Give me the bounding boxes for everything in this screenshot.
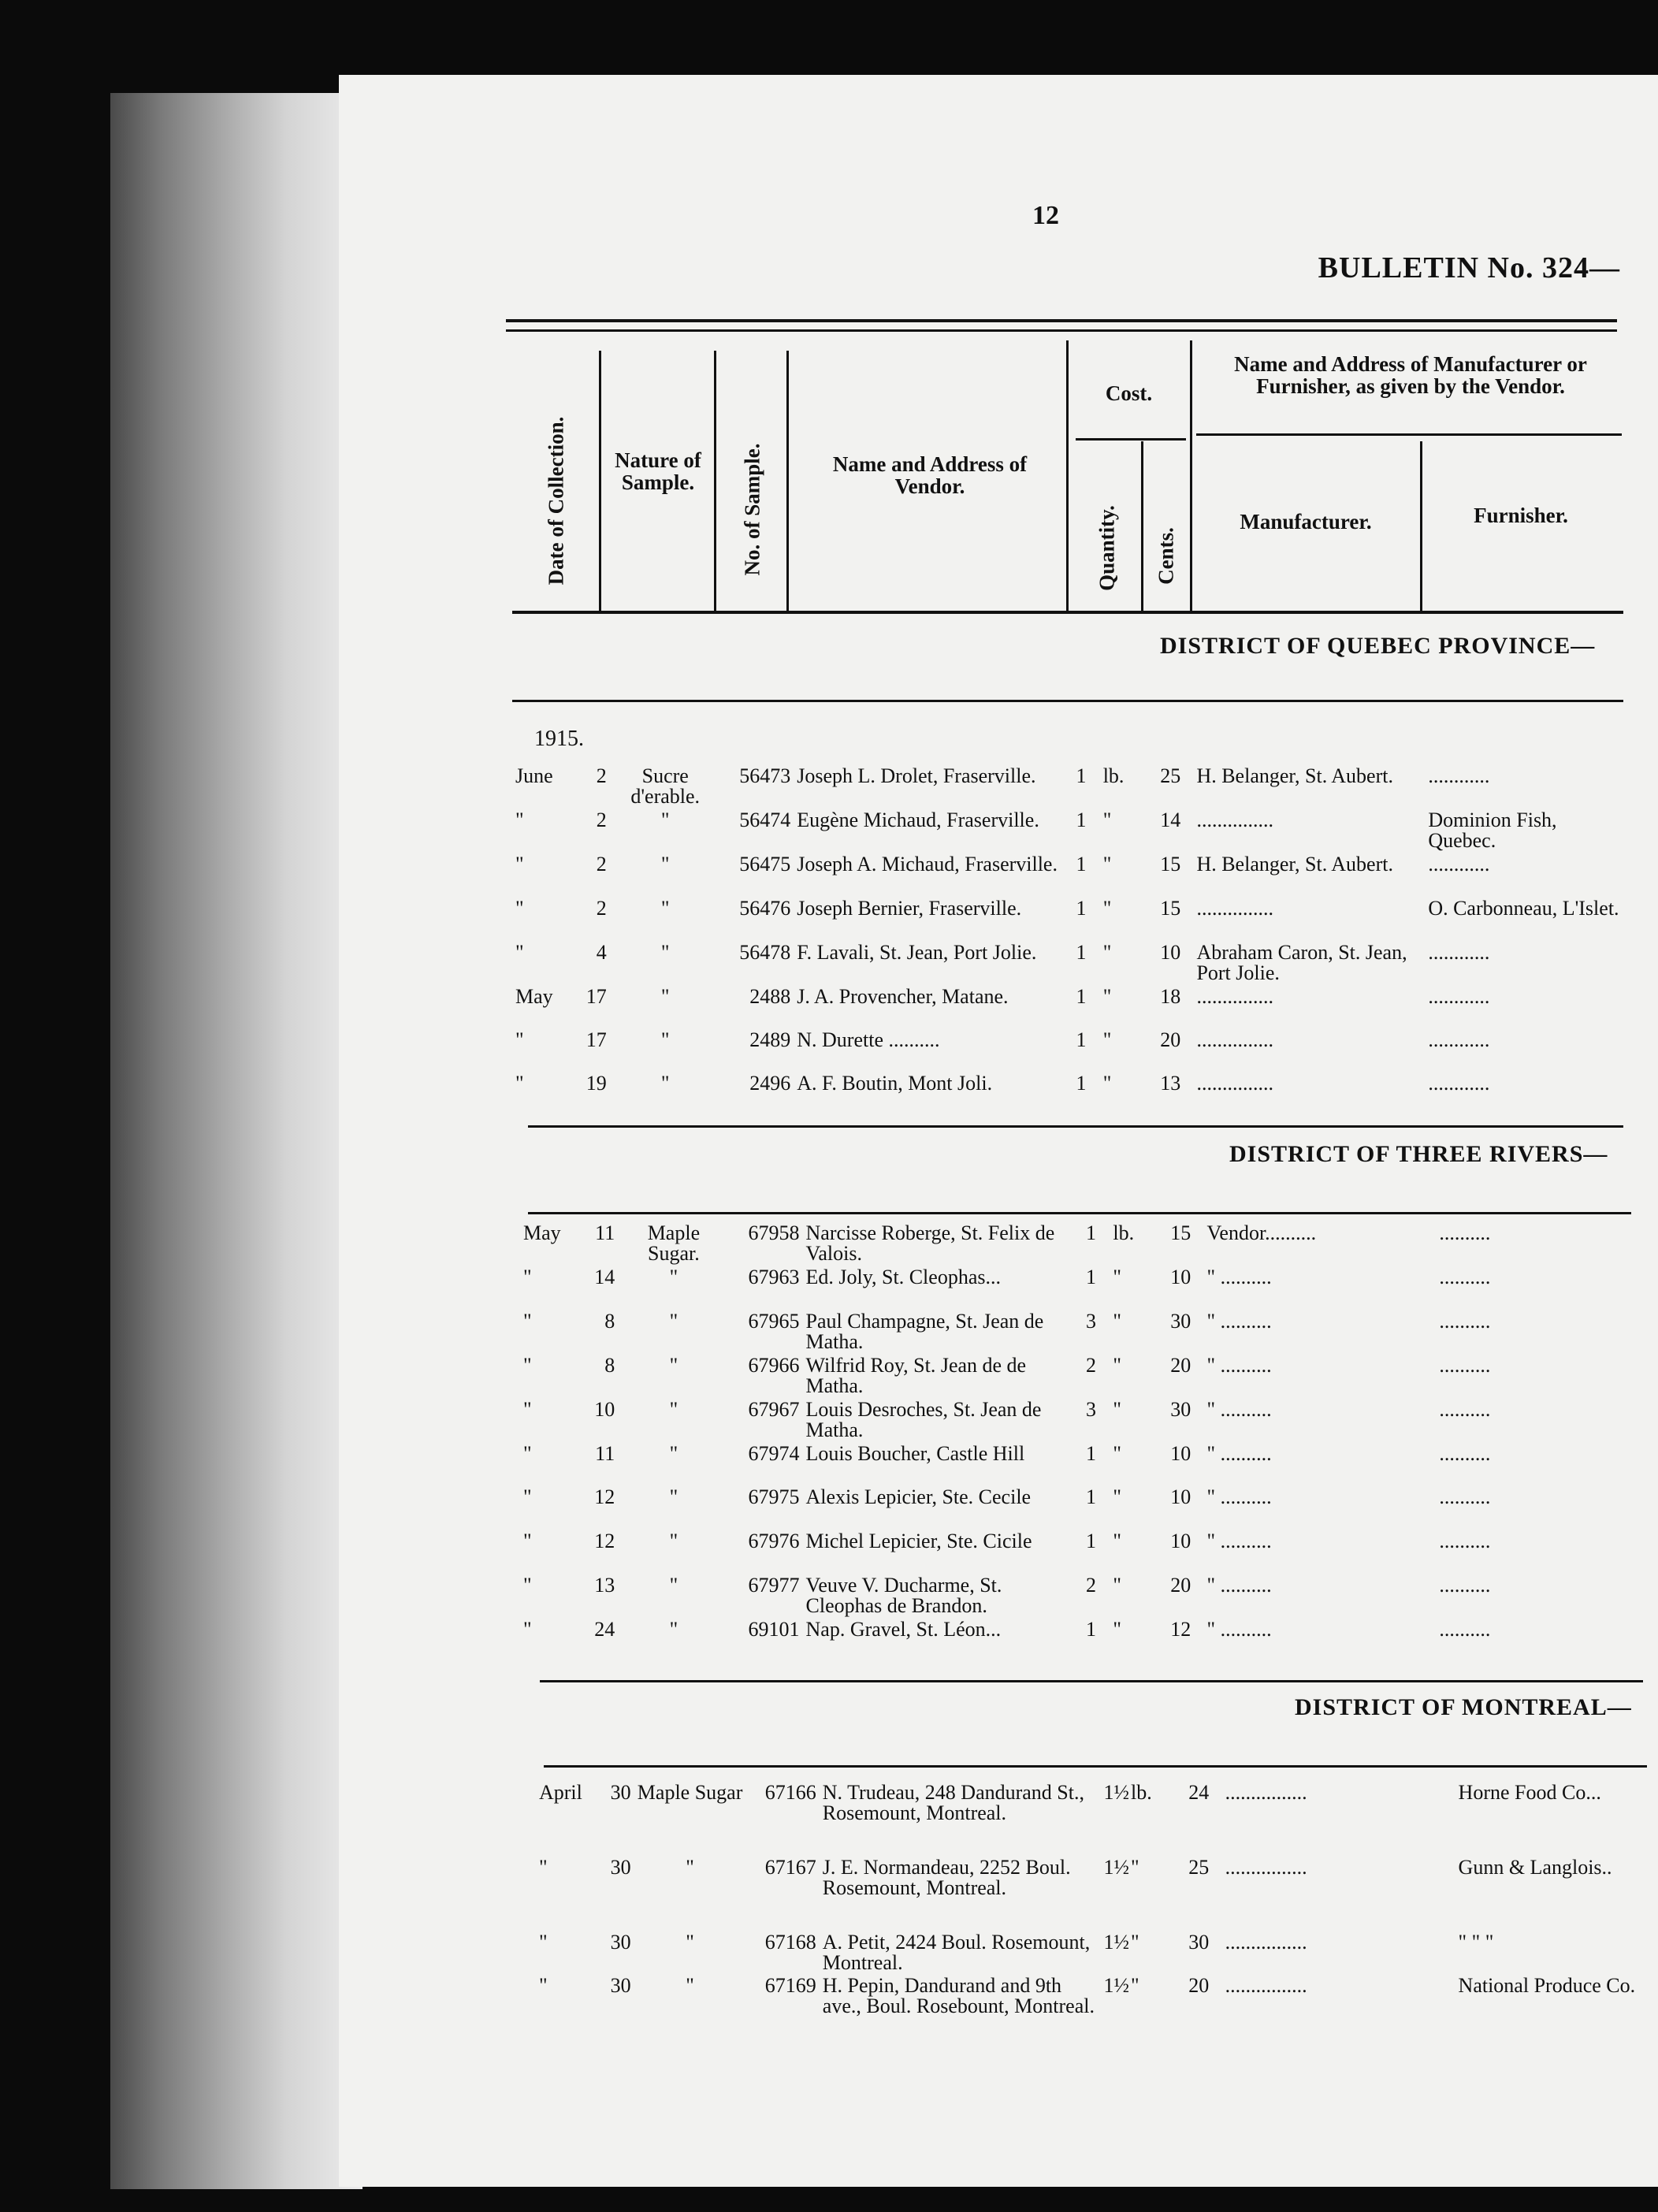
- table-row: [536, 1976, 1655, 2039]
- cell-vendor: N. Trudeau, 248 Dandurand St., Rosemount, Montreal.: [822, 1781, 1084, 1824]
- cell-unit: ": [1113, 1618, 1121, 1641]
- cell-day: 14: [594, 1266, 615, 1288]
- cell-furnisher: Gunn & Langlois..: [1458, 1856, 1612, 1879]
- cell-unit: ": [1102, 853, 1112, 876]
- cell-no: 67965: [748, 1310, 800, 1333]
- cell-vendor: F. Lavali, St. Jean, Port Jolie.: [797, 941, 1037, 964]
- section-rule: [512, 700, 1623, 702]
- cell-manufacturer: Vendor..........: [1206, 1221, 1317, 1244]
- cell-nature: ": [669, 1398, 678, 1421]
- cell-qty: 1: [1076, 897, 1087, 920]
- cell-qty: 1½: [1103, 1781, 1130, 1804]
- page-number: 12: [1032, 201, 1059, 230]
- cell-month: ": [523, 1354, 532, 1377]
- cell-day: 11: [595, 1442, 615, 1465]
- cell-no: 2488: [749, 985, 791, 1008]
- cell-month: ": [539, 1931, 548, 1954]
- cell-no: 56473: [739, 764, 791, 787]
- cell-day: 30: [610, 1856, 631, 1879]
- cell-vendor: Paul Champagne, St. Jean de Matha.: [805, 1310, 1044, 1353]
- book-spine: [110, 93, 362, 2189]
- cell-no: 69101: [748, 1618, 800, 1641]
- cell-nature: ": [660, 853, 670, 876]
- cell-furnisher: ............: [1428, 853, 1490, 876]
- cell-nature: ": [660, 1072, 670, 1095]
- cell-furnisher: ............: [1428, 1072, 1490, 1095]
- cell-no: 67167: [764, 1856, 816, 1879]
- header-name-address: Name and Address of Manufacturer or Furnisher, as given by the Vendor.: [1234, 352, 1587, 399]
- district-title: DISTRICT OF MONTREAL—: [1295, 1694, 1632, 1720]
- cell-qty: 1: [1086, 1485, 1097, 1508]
- cell-furnisher: ..........: [1439, 1398, 1491, 1421]
- cell-manufacturer: ...............: [1196, 985, 1273, 1008]
- cell-cents: 20: [1160, 1028, 1181, 1051]
- cell-month: April: [539, 1781, 582, 1804]
- cell-cents: 15: [1160, 853, 1181, 876]
- cell-cents: 20: [1188, 1974, 1210, 1997]
- cell-furnisher: ..........: [1439, 1485, 1491, 1508]
- cell-manufacturer: ................: [1225, 1781, 1307, 1804]
- hdr-col-line: [1141, 441, 1143, 613]
- cell-month: May: [515, 985, 553, 1008]
- cell-nature: ": [660, 897, 670, 920]
- cell-manufacturer: " ..........: [1206, 1310, 1272, 1333]
- cell-nature: Maple Sugar.: [647, 1221, 701, 1265]
- hdr-col-line: [1420, 441, 1422, 613]
- cell-day: 24: [594, 1618, 615, 1641]
- cell-nature: ": [669, 1530, 678, 1552]
- cell-unit: ": [1102, 1028, 1112, 1051]
- cell-day: 11: [595, 1221, 615, 1244]
- cell-nature: ": [669, 1310, 678, 1333]
- table-row: [536, 1932, 1655, 1976]
- cell-month: ": [539, 1856, 548, 1879]
- cell-day: 2: [596, 897, 607, 920]
- cell-no: 67975: [748, 1485, 800, 1508]
- bulletin-title: BULLETIN No. 324—: [1318, 251, 1620, 284]
- cell-vendor: Alexis Lepicier, Ste. Cecile: [805, 1485, 1032, 1508]
- cell-no: 2489: [749, 1028, 791, 1051]
- cell-month: ": [523, 1485, 532, 1508]
- table-row: [512, 1073, 1623, 1117]
- cell-qty: 1½: [1103, 1974, 1130, 1997]
- cell-month: ": [523, 1618, 532, 1641]
- cell-cents: 24: [1188, 1781, 1210, 1804]
- cell-nature: ": [660, 1028, 670, 1051]
- cell-month: ": [523, 1574, 532, 1597]
- cell-vendor: J. E. Normandeau, 2252 Boul. Rosemount, Montreal.: [822, 1856, 1071, 1899]
- cell-month: ": [523, 1442, 532, 1465]
- cell-qty: 1: [1076, 941, 1087, 964]
- cell-furnisher: ..........: [1439, 1442, 1491, 1465]
- cell-unit: ": [1113, 1530, 1121, 1552]
- header-vendor: Name and Address of Vendor.: [832, 452, 1028, 499]
- cell-qty: 1: [1076, 809, 1087, 831]
- cell-vendor: Joseph A. Michaud, Fraserville.: [797, 853, 1058, 876]
- cell-month: ": [515, 809, 524, 831]
- table-row: [536, 1857, 1655, 1932]
- cell-vendor: Louis Desroches, St. Jean de Matha.: [805, 1398, 1042, 1441]
- cell-no: 56478: [739, 941, 791, 964]
- cell-cents: 25: [1160, 764, 1181, 787]
- cell-nature: ": [669, 1442, 678, 1465]
- cell-day: 2: [596, 764, 607, 787]
- cell-cents: 10: [1170, 1442, 1191, 1465]
- table-row: [512, 942, 1623, 987]
- table-row: [520, 1311, 1635, 1355]
- header-no: No. of Sample.: [740, 443, 764, 576]
- cell-cents: 12: [1170, 1618, 1191, 1641]
- header-nature: Nature of Sample.: [615, 448, 701, 495]
- cell-month: ": [515, 1072, 524, 1095]
- cell-vendor: Narcisse Roberge, St. Felix de Valois.: [805, 1221, 1055, 1265]
- hdr-col-line: [714, 351, 716, 613]
- district-title: DISTRICT OF THREE RIVERS—: [1229, 1141, 1608, 1167]
- cell-unit: ": [1131, 1974, 1139, 1997]
- section-rule: [528, 1212, 1631, 1214]
- cell-day: 8: [604, 1354, 615, 1377]
- cell-furnisher: ..........: [1439, 1266, 1491, 1288]
- table-row: [536, 1783, 1655, 1857]
- cell-vendor: Eugène Michaud, Fraserville.: [797, 809, 1039, 831]
- cell-no: 67963: [748, 1266, 800, 1288]
- cell-day: 4: [596, 941, 607, 964]
- cell-nature: Sucre d'erable.: [630, 764, 701, 808]
- cell-qty: 1: [1076, 1028, 1087, 1051]
- cell-month: ": [515, 1028, 524, 1051]
- cell-manufacturer: ................: [1225, 1974, 1307, 1997]
- table-row: [512, 987, 1623, 1030]
- cell-cents: 30: [1170, 1398, 1191, 1421]
- cell-qty: 1: [1086, 1221, 1097, 1244]
- cell-qty: 1: [1076, 853, 1087, 876]
- year-label: 1915.: [534, 727, 584, 751]
- header-cost: Cost.: [1105, 381, 1153, 405]
- cell-unit: lb.: [1131, 1781, 1152, 1804]
- cell-no: 67958: [748, 1221, 800, 1244]
- cell-cents: 10: [1170, 1485, 1191, 1508]
- cell-qty: 1: [1076, 985, 1087, 1008]
- hdr-col-line: [1190, 340, 1192, 613]
- cell-unit: ": [1102, 809, 1112, 831]
- cell-manufacturer: " ..........: [1206, 1442, 1272, 1465]
- cell-no: 56476: [739, 897, 791, 920]
- cell-furnisher: ..........: [1439, 1310, 1491, 1333]
- cell-vendor: A. F. Boutin, Mont Joli.: [797, 1072, 993, 1095]
- table-row: [512, 766, 1623, 810]
- cell-qty: 1: [1086, 1618, 1097, 1641]
- cell-furnisher: ..........: [1439, 1618, 1491, 1641]
- cell-cents: 10: [1160, 941, 1181, 964]
- cell-nature: ": [686, 1856, 694, 1879]
- cell-day: 13: [594, 1574, 615, 1597]
- cell-cents: 10: [1170, 1266, 1191, 1288]
- cell-vendor: Joseph L. Drolet, Fraserville.: [797, 764, 1036, 787]
- cell-cents: 18: [1160, 985, 1181, 1008]
- data-table-quebec: [512, 766, 1623, 1117]
- cell-no: 56475: [739, 853, 791, 876]
- table-row: [520, 1223, 1635, 1267]
- cell-month: May: [523, 1221, 561, 1244]
- cell-qty: 1: [1076, 1072, 1087, 1095]
- cell-day: 30: [610, 1931, 631, 1954]
- cell-unit: ": [1131, 1931, 1139, 1954]
- cell-manufacturer: ................: [1225, 1931, 1307, 1954]
- table-row: [520, 1575, 1635, 1619]
- cell-manufacturer: " ..........: [1206, 1618, 1272, 1641]
- cell-vendor: Veuve V. Ducharme, St. Cleophas de Brandon.: [805, 1574, 1002, 1617]
- cell-cents: 30: [1170, 1310, 1191, 1333]
- header-cents: Cents.: [1154, 527, 1178, 585]
- table-row: [520, 1444, 1635, 1487]
- cell-day: 10: [594, 1398, 615, 1421]
- cell-furnisher: ..........: [1439, 1221, 1491, 1244]
- cell-manufacturer: ...............: [1196, 1028, 1273, 1051]
- cell-manufacturer: Abraham Caron, St. Jean, Port Jolie.: [1196, 941, 1407, 984]
- cell-furnisher: O. Carbonneau, L'Islet.: [1428, 897, 1619, 920]
- cell-month: ": [523, 1266, 532, 1288]
- cell-vendor: Nap. Gravel, St. Léon...: [805, 1618, 1002, 1641]
- cell-day: 30: [610, 1781, 631, 1804]
- cell-unit: ": [1102, 1072, 1112, 1095]
- header-manufacturer: Manufacturer.: [1240, 510, 1372, 533]
- cell-vendor: Ed. Joly, St. Cleophas...: [805, 1266, 1001, 1288]
- table-row: [520, 1619, 1635, 1664]
- cell-nature: ": [660, 809, 670, 831]
- cell-unit: ": [1113, 1266, 1121, 1288]
- table-row: [520, 1487, 1635, 1531]
- table-row: [512, 810, 1623, 854]
- cell-day: 17: [586, 985, 607, 1008]
- cell-cents: 13: [1160, 1072, 1181, 1095]
- table-row: [520, 1400, 1635, 1444]
- cell-unit: ": [1102, 941, 1112, 964]
- cell-day: 30: [610, 1974, 631, 1997]
- cell-qty: 1: [1076, 764, 1087, 787]
- cell-month: ": [539, 1974, 548, 1997]
- cell-vendor: H. Pepin, Dandurand and 9th ave., Boul. Rosebount, Montreal.: [822, 1974, 1095, 2017]
- cell-qty: 1: [1086, 1442, 1097, 1465]
- cell-nature: ": [686, 1931, 694, 1954]
- table-row: [520, 1531, 1635, 1575]
- cell-no: 67977: [748, 1574, 800, 1597]
- cell-nature: ": [686, 1974, 694, 1997]
- table-row: [520, 1267, 1635, 1311]
- district-title: DISTRICT OF QUEBEC PROVINCE—: [1160, 633, 1596, 659]
- cell-qty: 1: [1086, 1266, 1097, 1288]
- cell-furnisher: ..........: [1439, 1354, 1491, 1377]
- cell-furnisher: ............: [1428, 941, 1490, 964]
- table-row: [512, 898, 1623, 942]
- cell-cents: 20: [1170, 1574, 1191, 1597]
- cell-no: 67966: [748, 1354, 800, 1377]
- data-table-three-rivers: [520, 1223, 1635, 1664]
- data-table-montreal: [536, 1783, 1655, 2039]
- cell-no: 56474: [739, 809, 791, 831]
- cell-vendor: A. Petit, 2424 Boul. Rosemount, Montreal.: [822, 1931, 1091, 1974]
- cell-unit: ": [1113, 1398, 1121, 1421]
- cell-day: 8: [604, 1310, 615, 1333]
- cell-month: ": [515, 853, 524, 876]
- cell-qty: 2: [1086, 1574, 1097, 1597]
- cell-no: 67166: [764, 1781, 816, 1804]
- cell-no: 67168: [764, 1931, 816, 1954]
- cell-no: 67976: [748, 1530, 800, 1552]
- cell-manufacturer: " ..........: [1206, 1398, 1272, 1421]
- cell-day: 2: [596, 853, 607, 876]
- cell-month: ": [523, 1398, 532, 1421]
- cell-manufacturer: " ..........: [1206, 1354, 1272, 1377]
- cell-nature: ": [669, 1354, 678, 1377]
- section-end-rule: [528, 1125, 1623, 1128]
- cell-nature: Maple Sugar: [637, 1781, 743, 1804]
- section-end-rule: [540, 1680, 1643, 1682]
- table-row: [520, 1355, 1635, 1400]
- cell-month: ": [515, 941, 524, 964]
- cell-day: 19: [586, 1072, 607, 1095]
- cell-furnisher: Dominion Fish, Quebec.: [1428, 809, 1557, 852]
- cell-nature: ": [669, 1574, 678, 1597]
- cell-vendor: Joseph Bernier, Fraserville.: [797, 897, 1022, 920]
- cell-unit: lb.: [1102, 764, 1125, 787]
- cell-manufacturer: " ..........: [1206, 1266, 1272, 1288]
- cell-furnisher: ............: [1428, 764, 1490, 787]
- table-row: [512, 1030, 1623, 1073]
- cell-month: ": [523, 1310, 532, 1333]
- cell-cents: 30: [1188, 1931, 1210, 1954]
- cell-cents: 10: [1170, 1530, 1191, 1552]
- header-rule-top: [506, 319, 1617, 322]
- cell-furnisher: ............: [1428, 1028, 1490, 1051]
- cell-unit: ": [1131, 1856, 1139, 1879]
- cell-vendor: N. Durette ..........: [797, 1028, 940, 1051]
- cell-no: 67967: [748, 1398, 800, 1421]
- header-rule-top2: [506, 329, 1617, 332]
- cell-manufacturer: ...............: [1196, 1072, 1273, 1095]
- cell-cents: 25: [1188, 1856, 1210, 1879]
- cell-cents: 20: [1170, 1354, 1191, 1377]
- cell-month: June: [515, 764, 553, 787]
- cell-furnisher: ..........: [1439, 1530, 1491, 1552]
- cell-manufacturer: ................: [1225, 1856, 1307, 1879]
- cell-manufacturer: ...............: [1196, 809, 1273, 831]
- cell-cents: 14: [1160, 809, 1181, 831]
- cell-unit: ": [1113, 1354, 1121, 1377]
- header-furnisher: Furnisher.: [1474, 504, 1568, 527]
- section-rule: [544, 1765, 1647, 1768]
- hdr-col-line: [786, 351, 789, 613]
- hdr-col-line: [599, 351, 601, 613]
- cell-vendor: J. A. Provencher, Matane.: [797, 985, 1009, 1008]
- cell-month: ": [523, 1530, 532, 1552]
- cell-nature: ": [669, 1266, 678, 1288]
- cell-vendor: Louis Boucher, Castle Hill: [805, 1442, 1025, 1465]
- cell-unit: ": [1113, 1574, 1121, 1597]
- name-addr-subrule: [1196, 433, 1622, 436]
- cell-furnisher: ............: [1428, 985, 1490, 1008]
- cell-manufacturer: " ..........: [1206, 1530, 1272, 1552]
- cell-nature: ": [669, 1618, 678, 1641]
- cell-unit: ": [1113, 1442, 1121, 1465]
- cell-furnisher: " " ": [1458, 1931, 1494, 1954]
- cell-manufacturer: H. Belanger, St. Aubert.: [1196, 764, 1393, 787]
- table-row: [512, 854, 1623, 898]
- cell-furnisher: ..........: [1439, 1574, 1491, 1597]
- cell-day: 12: [594, 1530, 615, 1552]
- cell-nature: ": [669, 1485, 678, 1508]
- cell-manufacturer: " ..........: [1206, 1574, 1272, 1597]
- cell-qty: 1½: [1103, 1856, 1130, 1879]
- cell-nature: ": [660, 941, 670, 964]
- cell-vendor: Michel Lepicier, Ste. Cicile: [805, 1530, 1032, 1552]
- cell-no: 67974: [748, 1442, 800, 1465]
- hdr-col-line: [1066, 340, 1069, 613]
- cell-furnisher: National Produce Co.: [1458, 1974, 1636, 1997]
- cell-unit: ": [1113, 1485, 1121, 1508]
- cell-day: 17: [586, 1028, 607, 1051]
- cell-cents: 15: [1160, 897, 1181, 920]
- cell-manufacturer: H. Belanger, St. Aubert.: [1196, 853, 1393, 876]
- cell-qty: 1½: [1103, 1931, 1130, 1954]
- header-date: Date of Collection.: [544, 416, 568, 586]
- cell-day: 2: [596, 809, 607, 831]
- cell-unit: ": [1102, 985, 1112, 1008]
- cell-no: 67169: [764, 1974, 816, 1997]
- cell-unit: lb.: [1113, 1221, 1135, 1244]
- cell-no: 2496: [749, 1072, 791, 1095]
- cost-subrule: [1076, 438, 1186, 441]
- cell-manufacturer: " ..........: [1206, 1485, 1272, 1508]
- cell-unit: ": [1102, 897, 1112, 920]
- cell-furnisher: Horne Food Co...: [1458, 1781, 1601, 1804]
- cell-qty: 1: [1086, 1530, 1097, 1552]
- cell-nature: ": [660, 985, 670, 1008]
- cell-manufacturer: ...............: [1196, 897, 1273, 920]
- cell-qty: 3: [1086, 1310, 1097, 1333]
- header-quantity: Quantity.: [1095, 505, 1119, 591]
- cell-cents: 15: [1170, 1221, 1191, 1244]
- cell-day: 12: [594, 1485, 615, 1508]
- cell-qty: 2: [1086, 1354, 1097, 1377]
- cell-vendor: Wilfrid Roy, St. Jean de de Matha.: [805, 1354, 1027, 1397]
- cell-unit: ": [1113, 1310, 1121, 1333]
- cell-qty: 3: [1086, 1398, 1097, 1421]
- cell-month: ": [515, 897, 524, 920]
